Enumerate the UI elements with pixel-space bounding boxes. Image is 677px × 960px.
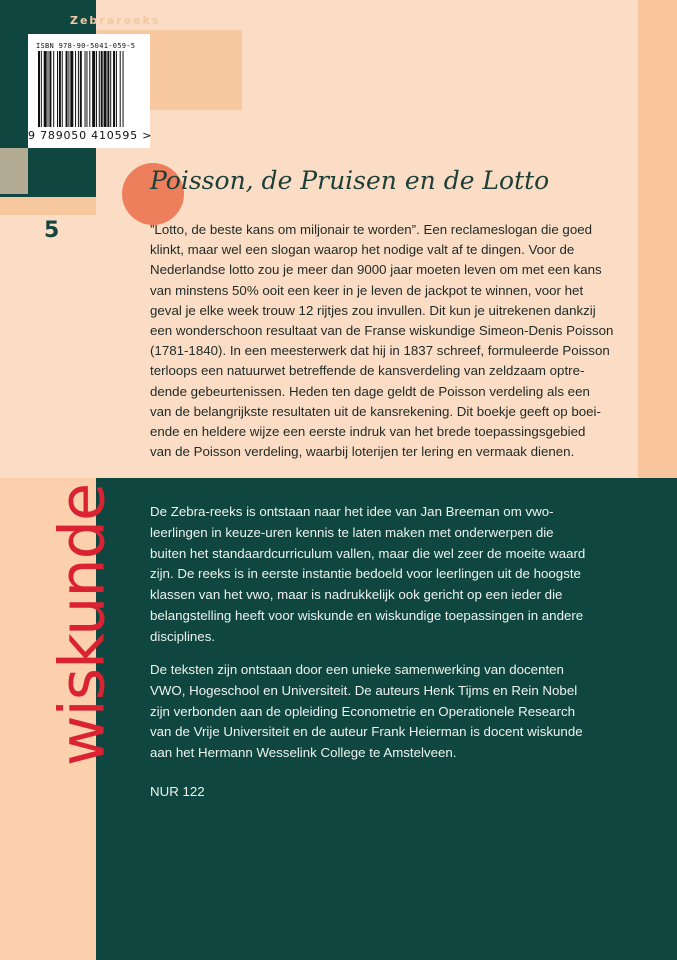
text-line: van minstens 50% ooit een keer in je leven de jackpot te winnen, voor het <box>150 282 584 298</box>
text-line: van de Poisson verdeling, waarbij loterijen ter lering en vermaak dienen. <box>150 444 575 460</box>
barcode <box>38 51 144 127</box>
text-line: aan het Hermann Wesselink College te Amstelveen. <box>150 745 457 761</box>
text-line: De teksten zijn ontstaan door een unieke samenwerking van docenten <box>150 662 564 677</box>
text-line: van de belangrijkste resultaten uit de kansrekening. Dit boekje geeft op boei- <box>150 403 601 419</box>
text-line: klassen van het vwo, maar is nadrukkelijk ook gericht op een ieder die <box>150 587 563 603</box>
text-line: een wonderschoon resultaat van de Franse wiskundige Simeon-Denis Poisson <box>150 323 614 339</box>
text-line: De Zebra-reeks is ontstaan naar het idee van Jan Breeman om vwo- <box>150 504 554 519</box>
series-description <box>150 502 585 648</box>
text-line: ende en heldere wijze een eerste indruk van het brede toepassingsgebied <box>150 424 586 440</box>
text-line: zijn. De reeks is in eerste instantie bedoeld voor leerlingen uit de hoogste <box>150 566 581 582</box>
series-number: 5 <box>44 218 60 243</box>
text-line: leerlingen in keuze-uren kennis te laten maken met onderwerpen die <box>150 524 554 540</box>
authors-description <box>150 660 583 764</box>
text-line: buiten het standaardcurriculum vallen, maar die wel zeer de moeite waard <box>150 545 586 561</box>
nur-code: NUR 122 <box>150 784 205 799</box>
series-brand: Zebrareeks <box>70 14 161 27</box>
book-title: Poisson, de Pruisen en de Lotto <box>150 166 550 195</box>
intro-text <box>150 220 614 462</box>
gray-square <box>0 148 28 194</box>
text-line: (1781-1840). In een meesterwerk dat hij in 1837 schreef, formuleerde Poisson <box>150 343 610 359</box>
text-line: van de Vrije Universiteit en de auteur Frank Heierman is docent wiskunde <box>150 724 583 740</box>
text-line: disciplines. <box>150 628 216 644</box>
right-stripe <box>638 0 677 478</box>
text-line: dende gebeurtenissen. Heden ten dage geldt de Poisson verdeling als een <box>150 383 590 399</box>
isbn-digits: 9 789050 410595 > <box>28 129 153 142</box>
text-line: VWO, Hogeschool en Universiteit. De auteurs Henk Tijms en Rein Nobel <box>150 682 578 698</box>
text-line: zijn verbonden aan de opleiding Econometrie en Operationele Research <box>150 703 576 719</box>
text-line: terloops een natuurwet betreffende de kansverdeling van zeldzaam optre- <box>150 363 585 379</box>
text-line: Nederlandse lotto zou je meer dan 9000 jaar moeten leven om met een kans <box>150 262 602 278</box>
text-line: ”Lotto, de beste kans om miljonair te worden”. Een reclameslogan die goed <box>150 222 592 237</box>
subject-vertical-label: wiskunde <box>45 483 119 767</box>
isbn-label: ISBN 978-90-5041-059-5 <box>36 42 136 50</box>
text-line: belangstelling heeft voor wiskunde en wiskundige toepassingen in andere <box>150 607 584 623</box>
text-line: klinkt, maar wel een slogan waarop het nodige valt af te dingen. Voor de <box>150 242 575 258</box>
text-line: geval je elke week trouw 12 rijtjes zou invullen. Dit kun je uitrekenen dankzij <box>150 302 596 318</box>
top-left-stripe <box>0 197 96 215</box>
